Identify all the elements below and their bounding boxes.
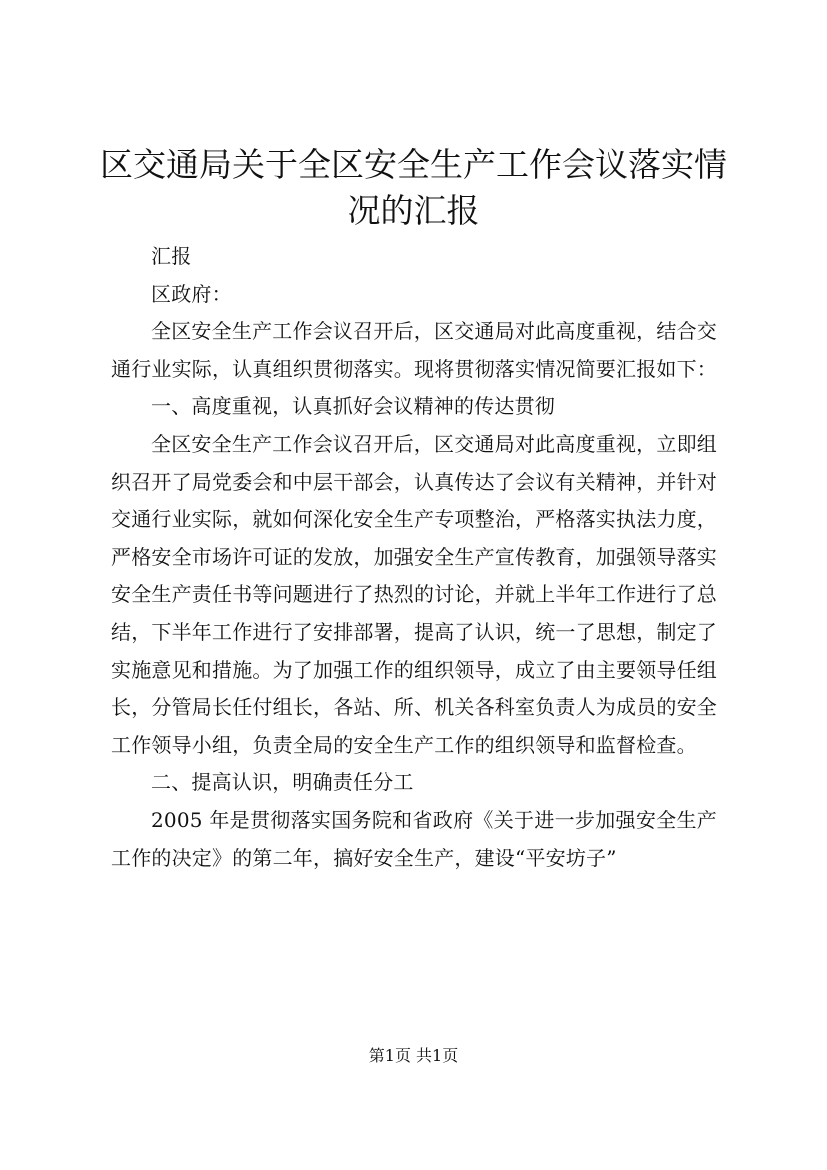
paragraph-recipient: 区政府： bbox=[151, 281, 232, 306]
paragraph-intro: 全区安全生产工作会议召开后，区交通局对此高度重视，结合交通行业实际，认真组织贯彻落实。现将贯彻落实情况简要汇报如下： bbox=[111, 319, 717, 381]
section-heading-1: 一、高度重视，认真抓好会议精神的传达贯彻 bbox=[151, 394, 555, 419]
section-heading-2: 二、提高认识，明确责任分工 bbox=[151, 770, 414, 795]
document-title: 区交通局关于全区安全生产工作会议落实情况的汇报 bbox=[100, 145, 727, 230]
document-body bbox=[111, 238, 717, 877]
paragraph-section-2: 2005 年是贯彻落实国务院和省政府《关于进一步加强安全生产工作的决定》的第二年，搞好安全生产，建设“平安坊子” bbox=[111, 807, 717, 870]
paragraph-heading-label: 汇报 bbox=[151, 244, 192, 268]
page-footer: 第1页 共1页 bbox=[368, 1046, 459, 1065]
paragraph-section-1: 全区安全生产工作会议召开后，区交通局对此高度重视，立即组织召开了局党委会和中层干部会，认真传达了会议有关精神，并针对交通行业实际，就如何深化安全生产专项整治，严格落实执法力度，严格安全市场许可证的发放，加强安全生产宣传教育，加强领导落实安全生产责任书等问题进行了热烈的讨论，并就上半年工作进行了总结，下半年工作进行了安排部署，提高了认识，统一了思想，制定了实施意见和措施。为了加强工作的组织领导，成立了由主要领导任组长，分管局长任付组长，各站、所、机关各科室负责人为成员的安全工作领导小组，负责全局的安全生产工作的组织领导和监督检查。 bbox=[111, 431, 717, 757]
